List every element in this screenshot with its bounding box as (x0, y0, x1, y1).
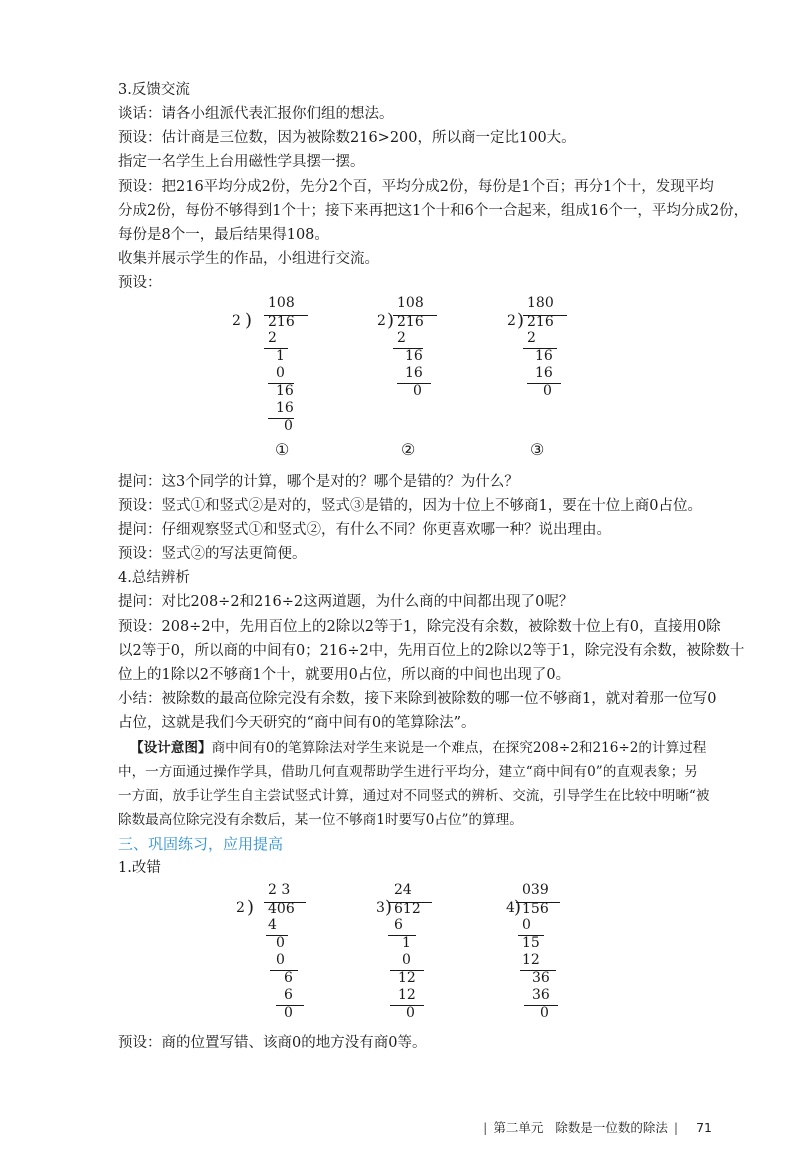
talk-text: 谈话：请各小组派代表汇报你们组的想法。 (118, 106, 394, 122)
dividend: 216 (527, 314, 554, 330)
calc-label: ③ (530, 440, 545, 459)
page-number: 71 (696, 1120, 712, 1135)
step: 2 (397, 330, 406, 346)
quotient: 108 (268, 295, 295, 311)
quotient: 108 (397, 295, 424, 311)
step: 0 (413, 383, 422, 399)
step: 6 (394, 917, 403, 933)
step: 0 (276, 952, 285, 968)
error-division-3 (484, 882, 574, 1022)
step: 0 (543, 383, 552, 399)
footer-divider: | (673, 1120, 679, 1135)
step: 0 (276, 935, 285, 951)
step: 36 (532, 970, 550, 986)
question-text: 提问：这3个同学的计算，哪个是对的？哪个是错的？为什么？ (118, 474, 519, 490)
dividend: 216 (268, 314, 295, 330)
design-text: 中，一方面通过操作学具，借助几何直观帮助学生进行平均分，建立“商中间有0”的直观表象；另 (118, 764, 698, 780)
page-footer (477, 1118, 712, 1136)
step: 0 (406, 1005, 415, 1021)
step: 1 (276, 348, 285, 364)
part-heading: 三、巩固练习，应用提高 (118, 835, 284, 853)
division-bracket: ) (247, 897, 255, 918)
divisor: 3 (376, 900, 385, 916)
divisor: 2 (507, 313, 516, 329)
question-text: 提问：对比208÷2和216÷2这两道题，为什么商的中间都出现了0呢？ (118, 594, 574, 610)
step: 16 (276, 383, 294, 399)
design-text: 商中间有0的笔算除法对学生来说是一个难点，在探究208÷2和216÷2的计算过程 (211, 740, 707, 756)
preset-text: 预设：竖式①和竖式②是对的，竖式③是错的，因为十位上不够商1，要在十位上商0占位。 (118, 498, 702, 514)
preset-text: 预设：竖式②的写法更简便。 (118, 546, 307, 562)
preset-text: 以2等于0，所以商的中间有0；216÷2中，先用百位上的2除以2等于1，除完没有余数，被除数十 (118, 643, 745, 659)
step: 6 (284, 970, 293, 986)
design-text: 除数最高位除完没有余数后，某一位不够商1时要写0占位”的算理。 (118, 812, 523, 828)
step: 2 (527, 330, 536, 346)
division-bracket: ) (517, 310, 525, 331)
division-bracket: ) (385, 897, 393, 918)
preset-text: 每份是8个一，最后结果得108。 (118, 227, 329, 243)
design-text: 一方面，放手让学生自主尝试竖式计算，通过对不同竖式的辨析、交流，引导学生在比较中明晰“被 (118, 788, 710, 804)
instruction-text: 指定一名学生上台用磁性学具摆一摆。 (118, 154, 365, 170)
divisor: 2 (236, 900, 245, 916)
step: 0 (522, 917, 531, 933)
division-bracket: ) (245, 310, 253, 331)
preset-text: 分成2份，每份不够得到1个十；接下来再把这1个十和6个一合起来，组成16个一，平均分成2份， (118, 203, 749, 219)
step: 12 (522, 952, 540, 968)
design-intent (130, 738, 706, 758)
long-division-1 (228, 295, 318, 435)
section-heading: 3.反馈交流 (118, 82, 190, 98)
dividend: 216 (397, 314, 424, 330)
preset-text: 预设：商的位置写错、该商0的地方没有商0等。 (118, 1035, 427, 1051)
design-tag: 【设计意图】 (130, 740, 212, 756)
preset-label: 预设： (118, 275, 162, 291)
preset-text: 预设：把216平均分成2份，先分2个百，平均分成2份，每份是1个百；再分1个十，发现平均 (118, 179, 714, 195)
question-text: 提问：仔细观察竖式①和竖式②，有什么不同？你更喜欢哪一种？说出理由。 (118, 522, 611, 538)
error-division-2 (350, 882, 440, 1022)
quotient: 039 (522, 882, 549, 898)
dividend: 156 (522, 901, 549, 917)
step: 16 (535, 348, 553, 364)
step: 0 (276, 365, 285, 381)
calc-label: ① (275, 440, 290, 459)
step: 16 (405, 365, 423, 381)
step: 0 (284, 418, 293, 434)
step: 12 (398, 987, 416, 1003)
preset-text: 位上的1除以2不够商1个十，就要用0占位，所以商的中间也出现了0。 (118, 667, 571, 683)
sub-heading: 1.改错 (118, 860, 161, 876)
divisor: 2 (377, 313, 386, 329)
section-heading: 4.总结辨析 (118, 570, 190, 586)
division-bracket: ) (387, 310, 395, 331)
summary-text: 小结：被除数的最高位除完没有余数，接下来除到被除数的哪一位不够商1，就对着那一位写0 (118, 691, 717, 707)
step: 15 (522, 935, 540, 951)
step: 2 (268, 330, 277, 346)
step: 6 (284, 987, 293, 1003)
long-division-2 (357, 295, 447, 405)
long-division-3 (487, 295, 577, 405)
step: 36 (532, 987, 550, 1003)
step: 0 (284, 1005, 293, 1021)
divisor: 4 (506, 900, 515, 916)
step: 16 (535, 365, 553, 381)
step: 0 (540, 1005, 549, 1021)
preset-text: 预设：估计商是三位数，因为被除数216>200，所以商一定比100大。 (118, 130, 576, 146)
error-division-1 (230, 882, 320, 1022)
summary-text: 占位，这就是我们今天研究的“商中间有0的笔算除法”。 (118, 715, 476, 731)
divisor: 2 (232, 313, 241, 329)
quotient: 2 3 (268, 882, 291, 898)
instruction-text: 收集并展示学生的作品，小组进行交流。 (118, 251, 379, 267)
footer-unit: 第二单元 (493, 1120, 544, 1135)
dividend: 406 (268, 901, 295, 917)
calc-label: ② (401, 440, 416, 459)
dividend: 612 (394, 901, 421, 917)
step: 16 (276, 400, 294, 416)
step: 12 (398, 970, 416, 986)
quotient: 180 (527, 295, 554, 311)
footer-title: 除数是一位数的除法 (555, 1120, 668, 1135)
step: 0 (402, 952, 411, 968)
step: 16 (405, 348, 423, 364)
quotient: 24 (394, 882, 412, 898)
division-bracket: ) (514, 897, 522, 918)
footer-divider: | (483, 1120, 488, 1135)
step: 1 (402, 935, 411, 951)
step: 4 (268, 917, 277, 933)
preset-text: 预设：208÷2中，先用百位上的2除以2等于1，除完没有余数，被除数十位上有0，直接用0除 (118, 619, 721, 635)
